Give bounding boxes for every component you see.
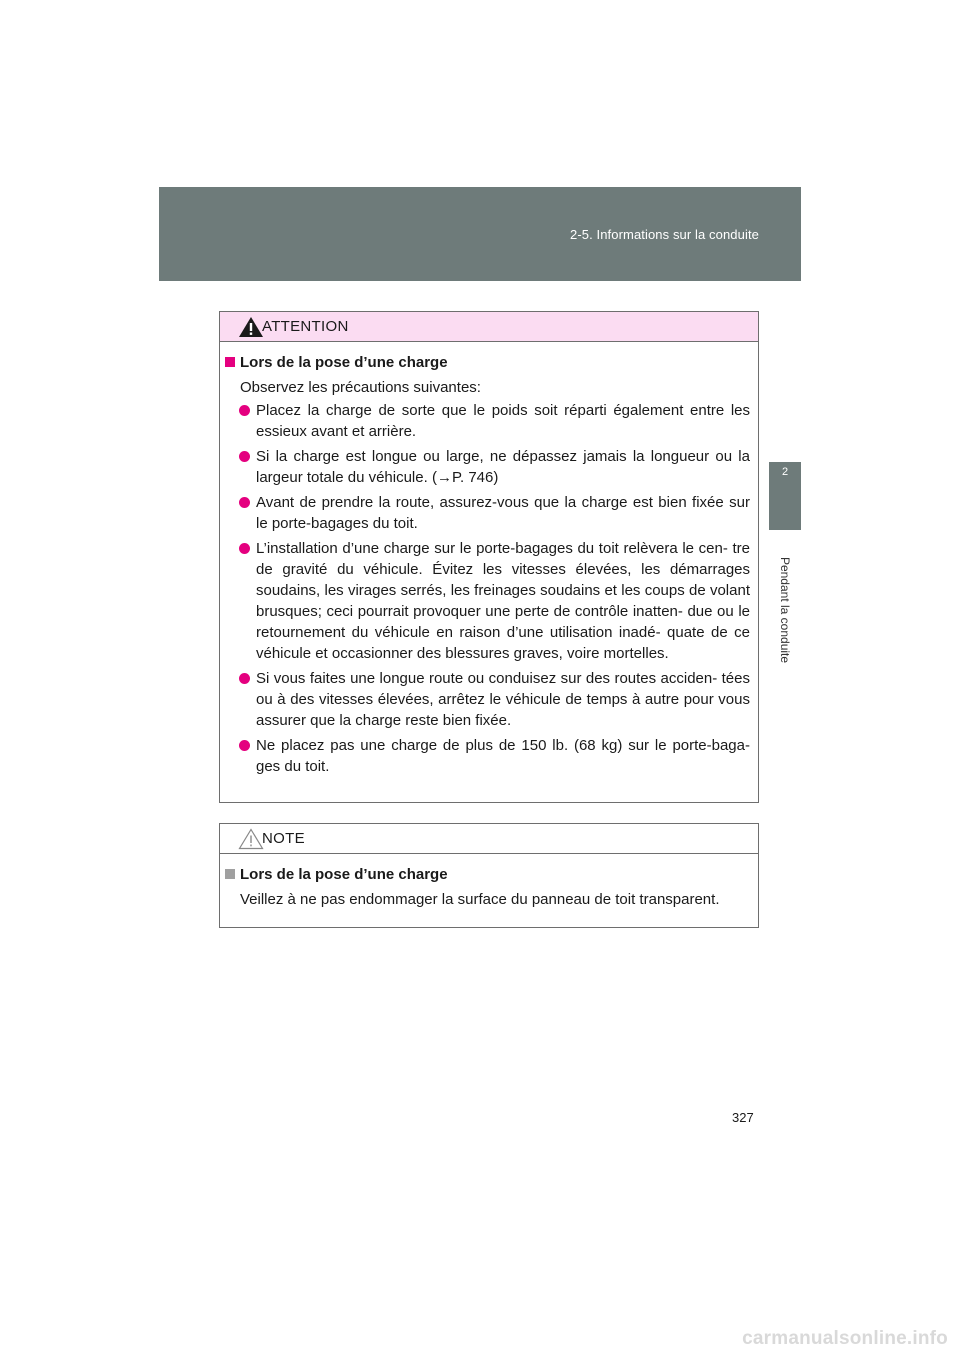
note-label: NOTE xyxy=(262,830,305,847)
chapter-tab xyxy=(769,462,801,530)
list-item: Si la charge est longue ou large, ne dépassez jamais la longueur ou la largeur totale du véhicule. (→P. 746) xyxy=(256,446,750,488)
note-text: Veillez à ne pas endommager la surface du panneau de toit transparent. xyxy=(240,891,720,908)
note-section-title xyxy=(224,864,750,885)
chapter-header-band xyxy=(159,187,801,281)
chapter-side-label: Pendant la conduite xyxy=(778,556,792,664)
list-item: Ne placez pas une charge de plus de 150 lb. (68 kg) sur le porte-baga- ges du toit. xyxy=(256,735,750,777)
attention-intro: Observez les précautions suivantes: xyxy=(240,379,481,396)
attention-box xyxy=(219,311,759,803)
section-square-icon xyxy=(225,357,235,367)
section-square-icon xyxy=(225,869,235,879)
list-item: Avant de prendre la route, assurez-vous que la charge est bien fixée sur le porte-bagages du toit. xyxy=(256,492,750,534)
caution-triangle-outline-icon xyxy=(238,828,264,850)
bullet-dot-icon xyxy=(239,497,250,508)
section-heading: 2-5. Informations sur la conduite xyxy=(569,227,759,242)
bullet-dot-icon xyxy=(239,451,250,462)
note-header xyxy=(220,824,758,854)
note-body xyxy=(220,854,758,910)
attention-section-title-text: Lors de la pose d’une charge xyxy=(240,354,448,371)
page-number: 327 xyxy=(732,1110,754,1125)
list-item: Placez la charge de sorte que le poids soit réparti également entre les essieux avant et arrière. xyxy=(256,400,750,442)
attention-section-title xyxy=(224,352,750,373)
list-item: Si vous faites une longue route ou conduisez sur des routes acciden- tées ou à des vitesses élevées, arrêtez le véhicule de temps à autre pour vous assurer que la charge reste bien fixée. xyxy=(256,668,750,731)
watermark[interactable]: carmanualsonline.info xyxy=(742,1328,948,1349)
warning-triangle-icon xyxy=(238,316,264,338)
attention-list xyxy=(224,400,750,777)
note-box xyxy=(219,823,759,928)
attention-label: ATTENTION xyxy=(262,318,349,335)
note-section-title-text: Lors de la pose d’une charge xyxy=(240,866,448,883)
attention-body xyxy=(220,342,758,777)
bullet-dot-icon xyxy=(239,740,250,751)
bullet-dot-icon xyxy=(239,673,250,684)
bullet-dot-icon xyxy=(239,543,250,554)
attention-header xyxy=(220,312,758,342)
chapter-number: 2 xyxy=(781,466,789,478)
bullet-dot-icon xyxy=(239,405,250,416)
list-item: L’installation d’une charge sur le porte-bagages du toit relèvera le cen- tre de gravité du véhicule. Évitez les vitesses élevées, les démarrages soudains, les virages serrés, les freinages soudains et les coups de volant brusques; ceci pourrait provoquer une perte de contrôle inatten- due ou le retournement du véhicule en raison d’une utilisation inadé- quate de ce véhicule et occasionner des blessures graves, voire mortelles. xyxy=(256,538,750,664)
